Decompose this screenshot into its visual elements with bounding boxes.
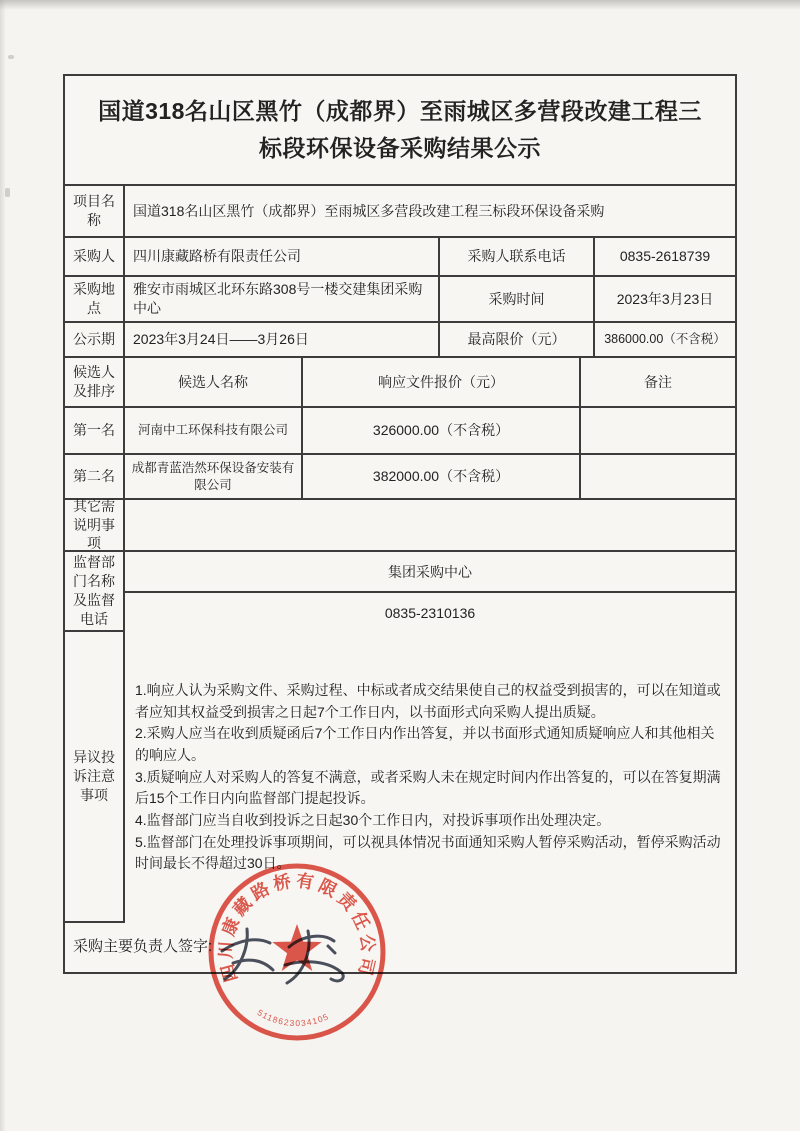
candidate-bid: 326000.00（不含税） (303, 408, 581, 455)
purchaser-phone-label: 采购人联系电话 (440, 238, 595, 277)
purchaser-phone-value: 0835-2618739 (595, 238, 735, 277)
title-row (65, 76, 735, 186)
supervision-phone: 0835-2310136 (384, 604, 476, 621)
publicity-period-label: 公示期 (65, 323, 125, 358)
project-name-label: 项目名称 (65, 186, 125, 238)
seal-serial-number: 5118623034105 (255, 1007, 331, 1029)
max-price-label: 最高限价（元） (440, 323, 595, 358)
candidate-rank: 第一名 (65, 408, 125, 455)
objection-items (125, 632, 735, 923)
candidate-row-second (65, 455, 735, 500)
objection-item: 2.采购人应当在收到质疑函后7个工作日内作出答复，并以书面形式通知质疑响应人和其他相关的响应人。 (135, 725, 715, 763)
candidate-remark (581, 408, 735, 455)
objection-label: 异议投诉注意事项 (65, 632, 125, 923)
max-price-value: 386000.00（不含税） (595, 323, 735, 358)
other-notes-value (125, 500, 735, 552)
scan-speck (5, 188, 10, 197)
candidate-rank: 第二名 (65, 455, 125, 500)
document-title: 国道318名山区黑竹（成都界）至雨城区多营段改建工程三标段环保设备采购结果公示 (65, 76, 735, 186)
candidate-row-first (65, 408, 735, 455)
objection-item: 5.监督部门在处理投诉事项期间，可以视具体情况书面通知采购人暂停采购活动，暂停采购活动时间最长不得超过30日。 (135, 833, 721, 872)
scan-speck (8, 55, 14, 59)
purchase-time-label: 采购时间 (440, 277, 595, 323)
supervision-row (65, 552, 735, 632)
scan-edge-shadow (0, 0, 800, 10)
objection-item: 1.响应人认为采购文件、采购过程、中标或者成交结果使自己的权益受到损害的，可以在知道或者应知其权益受到损害之日起7个工作日内，以书面形式向采购人提出质疑。 (135, 681, 721, 720)
publicity-period-row (65, 323, 735, 358)
project-name-row (65, 186, 735, 238)
location-row (65, 277, 735, 323)
location-value: 雅安市雨城区北环东路308号一楼交建集团采购中心 (125, 277, 440, 323)
procurement-result-table (63, 74, 737, 974)
candidate-name: 河南中工环保科技有限公司 (125, 408, 303, 455)
publicity-period-value: 2023年3月24日——3月26日 (125, 323, 440, 358)
candidate-bid-header: 响应文件报价（元） (303, 358, 581, 408)
candidate-bid: 382000.00（不含税） (303, 455, 581, 500)
supervision-values (125, 552, 735, 632)
supervision-department: 集团采购中心 (125, 552, 735, 593)
seal-company-text: 四川康藏路桥有限责任公司 (215, 870, 379, 985)
signature-label: 采购主要负责人签字: (73, 938, 213, 956)
objection-notice-row (65, 632, 735, 923)
purchaser-row (65, 238, 735, 277)
purchaser-value: 四川康藏路桥有限责任公司 (125, 238, 440, 277)
location-label: 采购地点 (65, 277, 125, 323)
signature-row (65, 923, 735, 972)
objection-item: 3.质疑响应人对采购人的答复不满意，或者采购人未在规定时间内作出答复的，可以在答复期满后15个工作日内向监督部门提起投诉。 (135, 768, 721, 807)
purchaser-label: 采购人 (65, 238, 125, 277)
scan-edge-shadow-left (0, 0, 6, 1131)
candidate-name-header: 候选人名称 (125, 358, 303, 408)
other-notes-row (65, 497, 735, 552)
candidate-remark (581, 455, 735, 500)
purchase-time-value: 2023年3月23日 (595, 277, 735, 323)
project-name-value: 国道318名山区黑竹（成都界）至雨城区多营段改建工程三标段环保设备采购 (125, 186, 735, 238)
supervision-label: 监督部门名称及监督电话 (65, 552, 125, 632)
candidate-remark-header: 备注 (581, 358, 735, 408)
other-notes-label: 其它需说明事项 (65, 500, 125, 552)
candidate-rank-header: 候选人及排序 (65, 358, 125, 408)
candidate-name: 成都青蓝浩然环保设备安装有限公司 (125, 455, 303, 500)
objection-item: 4.监督部门应当自收到投诉之日起30个工作日内，对投诉事项作出处理决定。 (135, 812, 611, 829)
candidate-header-row (65, 358, 735, 408)
